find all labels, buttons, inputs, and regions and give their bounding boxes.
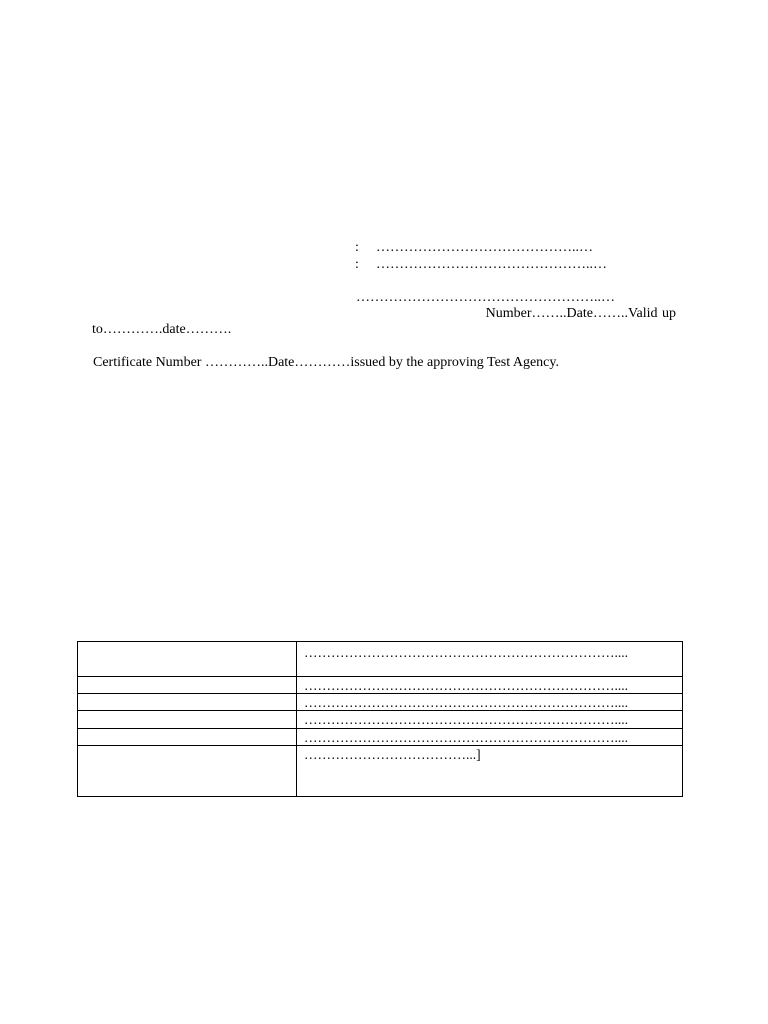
table-label-cell [78,694,297,710]
field-2-value: ………………………………………..… [376,257,607,272]
approval-number-date-valid: Number……..Date……..Valid up [485,306,676,321]
table-row [78,746,682,796]
table-row [78,729,682,746]
approval-valid-to-date: to………….date………. [92,322,232,337]
field-1-colon: : [355,240,359,255]
table-row [78,642,682,677]
table-label-cell [78,729,297,745]
details-table [77,641,683,797]
table-label-cell [78,711,297,728]
table-value-cell: …………………………………………………………….... [304,695,628,710]
table-row [78,711,682,729]
table-value-cell: …………………………………………………………….... [304,678,628,693]
field-3-value: ……………………………………………..… [356,290,615,305]
field-1-value: ……………………………………..… [376,240,593,255]
table-row [78,694,682,711]
table-value-cell: ………………………………...] [304,747,481,762]
certificate-line: Certificate Number …………..Date…………issued by the approving Test Agency. [93,355,559,370]
table-label-cell [78,746,297,796]
table-label-cell [78,642,297,676]
table-value-cell: …………………………………………………………….... [304,712,628,727]
table-row [78,677,682,694]
table-value-cell: …………………………………………………………….... [304,730,628,745]
table-label-cell [78,677,297,693]
table-value-cell: …………………………………………………………….... [304,645,628,660]
field-2-colon: : [355,257,359,272]
